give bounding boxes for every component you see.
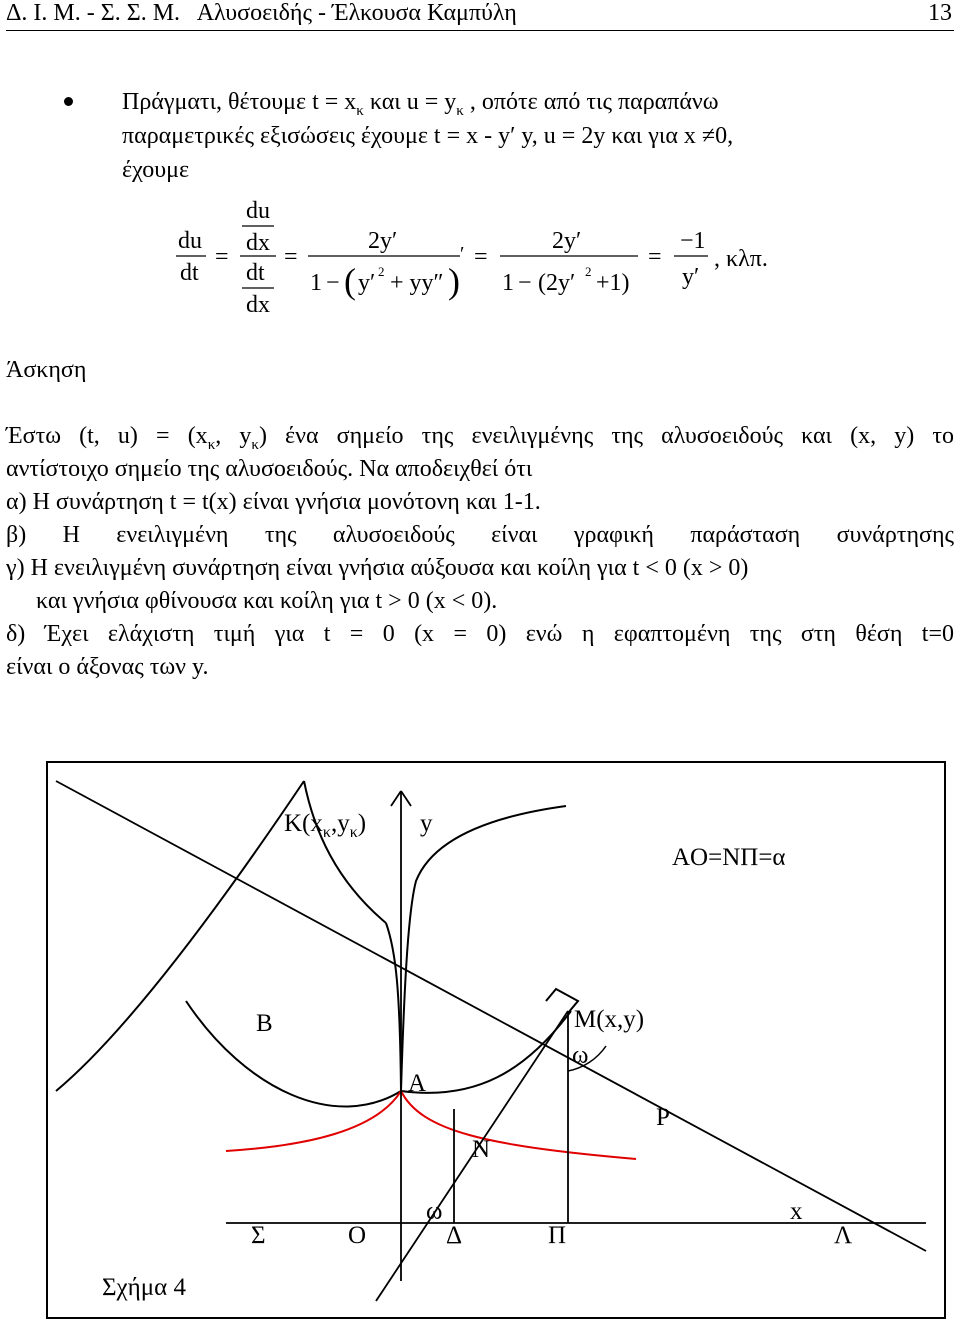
catenary-left-arc: [56, 781, 304, 1091]
label-lambda: Λ: [834, 1222, 853, 1249]
label-y-axis: y: [420, 810, 433, 837]
eq-den1-sq: 2: [378, 264, 385, 279]
figure-caption: Σχήμα 4: [102, 1274, 186, 1301]
label-relation: AO=NΠ=α: [672, 844, 786, 871]
y-axis-arrow: [401, 791, 411, 806]
evolute-right: [401, 806, 566, 1091]
header-title: Δ. Ι. Μ. - Σ. Σ. Μ. Αλυσοειδής - Έλκουσα Καμπύλη: [6, 0, 517, 26]
exercise-item-d: δ) Έχει ελάχιστη τιμή για t = 0 (x = 0) ενώ η εφαπτομένη της στη θέση t=0: [6, 621, 954, 647]
eq-du: du: [178, 228, 202, 254]
involute-right: [401, 1091, 636, 1159]
label-delta: Δ: [446, 1222, 463, 1249]
eq-one-2: 1: [502, 270, 514, 296]
figure-frame: [47, 762, 945, 1318]
eq-equals-1: =: [215, 244, 229, 270]
bullet-icon: [64, 97, 73, 106]
eq-minus-1: −: [326, 270, 340, 296]
eq-dx-bottom: dx: [246, 292, 270, 318]
label-n: N: [472, 1136, 491, 1163]
page-number: 13: [928, 0, 952, 26]
eq-dt-bottom: dt: [246, 260, 265, 286]
catenary-bottom-left: [186, 1001, 401, 1107]
eq-yp: y′: [682, 264, 700, 290]
label-omega-m: ω: [572, 1042, 589, 1069]
eq-du-top: du: [246, 198, 270, 224]
label-o: O: [348, 1222, 367, 1249]
eq-klp: , κλπ.: [714, 246, 768, 272]
label-p: P: [656, 1104, 670, 1131]
eq-paren-open: (: [344, 261, 356, 301]
exercise-item-a: α) Η συνάρτηση t = t(x) είναι γνήσια μονότονη και 1-1.: [6, 489, 541, 515]
eq-prime: ′: [460, 243, 465, 265]
figure-4: [46, 761, 946, 1319]
label-m: M(x,y): [574, 1006, 645, 1033]
catenary-bottom-right: [401, 1011, 571, 1093]
eq-num-2: 2y′: [552, 228, 582, 254]
eq-num-1: 2y′: [368, 228, 398, 254]
eq-equals-4: =: [648, 244, 662, 270]
exercise-line-2: αντίστοιχο σημείο της αλυσοειδούς. Να αποδειχθεί ότι: [6, 456, 533, 482]
label-b: B: [256, 1010, 273, 1037]
page-header: [6, 0, 954, 31]
exercise-item-c-cont: και γνήσια φθίνουσα και κοίλη για t > 0 (x < 0).: [36, 588, 498, 614]
label-sigma: Σ: [251, 1222, 266, 1249]
intro-line-1: Πράγματι, θέτουμε $t = x_\kappa$ και $u = y_\kappa$ , οπότε από τις παραπάνω: [122, 89, 719, 119]
eq-den2-sq: 2: [585, 264, 592, 279]
eq-den1-a: y′: [358, 270, 376, 296]
involute-left: [226, 1091, 401, 1151]
eq-equals-3: =: [474, 244, 488, 270]
eq-paren-close: ): [448, 261, 460, 301]
label-k: $K(x_\kappa,y_\kappa)$: [284, 810, 367, 841]
exercise-item-c: γ) Η ενειλιγμένη συνάρτηση είναι γνήσια αύξουσα και κοίλη για t < 0 (x > 0): [6, 555, 749, 581]
evolute-left-upper: [304, 781, 386, 923]
label-pi: Π: [548, 1222, 567, 1249]
label-a: A: [408, 1070, 427, 1097]
eq-minus-2: −: [518, 270, 532, 296]
exercise-item-b: β) Η ενειλιγμένη της αλυσοειδούς είναι γραφική παράσταση συνάρτησης: [6, 522, 954, 548]
exercise-heading: Άσκηση: [6, 357, 87, 383]
y-axis-arrow: [391, 791, 401, 806]
eq-dt: dt: [180, 260, 199, 286]
intro-line-3: έχουμε: [122, 157, 190, 183]
eq-one-1: 1: [310, 270, 322, 296]
eq-dx-top: dx: [246, 230, 270, 256]
tangent-line: [56, 781, 926, 1251]
exercise-line-1: Έστω (t, $u) = (x_\kappa$, $y_\kappa$) ένα σημείο της ενειλιγμένης της αλυσοειδούς και (x, y) το: [6, 423, 954, 453]
eq-den2-end: +1): [596, 270, 630, 296]
eq-equals-2: =: [284, 244, 298, 270]
eq-den1-b: + yy″: [390, 270, 444, 296]
exercise-item-d-cont: είναι ο άξονας των y.: [6, 654, 209, 680]
eq-den2: (2y′: [538, 270, 576, 296]
evolute-left-lower: [386, 923, 401, 1091]
intro-line-2: παραμετρικές εξισώσεις έχουμε t = x - y′ y, u = 2y και για x ≠0,: [122, 123, 734, 149]
label-x-axis: x: [790, 1198, 803, 1225]
eq-neg-one: −1: [680, 228, 706, 254]
derivative-equation: [160, 196, 800, 326]
label-omega-o: ω: [426, 1198, 443, 1225]
